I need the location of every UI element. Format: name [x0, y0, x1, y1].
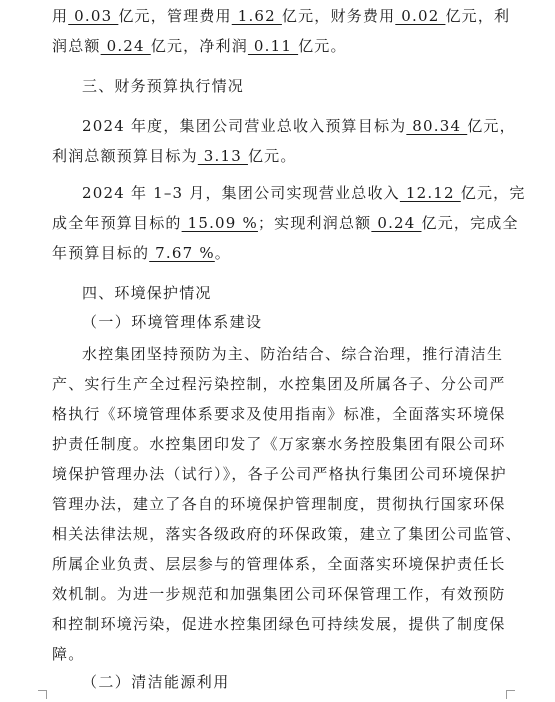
text-segment: 亿元，完: [460, 184, 526, 202]
body-line: 产、实行生产全过程污染控制，水控集团及所属各子、分公司严: [52, 375, 506, 393]
body-line: 护责任制度。水控集团印发了《万家寨水务控股集团有限公司环: [52, 435, 506, 453]
body-line: 相关法律法规，落实各级政府的环保政策，建立了集团公司监管、: [52, 525, 522, 543]
text-segment: 用: [52, 7, 69, 25]
text-line: [82, 183, 526, 203]
text-segment: 亿元，: [467, 117, 516, 135]
text-line: [52, 243, 231, 263]
underlined-value: 0.03: [68, 7, 119, 25]
text-line: [52, 36, 347, 56]
page-corner-mark: [506, 690, 515, 699]
underlined-value: 12.12: [399, 184, 461, 202]
subsection-heading: （一）环境管理体系建设: [82, 313, 263, 331]
underlined-value: 0.24: [100, 37, 151, 55]
text-segment: 亿元，完成全: [421, 214, 519, 232]
body-line: 效机制。为进一步规范和加强集团公司环保管理工作，有效预防: [52, 585, 506, 603]
underlined-value: 7.67 %: [149, 244, 215, 262]
page-corner-mark: [38, 690, 47, 699]
text-segment: 润总额: [52, 37, 101, 55]
text-segment: 2024 年 1–3 月，集团公司实现营业总收入: [82, 184, 400, 202]
text-segment: 亿元，管理费用: [118, 7, 232, 25]
body-line: 所属企业负责、层层参与的管理体系，全面落实环境保护责任长: [52, 555, 506, 573]
text-segment: 成全年预算目标的: [52, 214, 182, 232]
text-segment: 亿元，净利润: [150, 37, 248, 55]
underlined-value: 15.09 %: [181, 214, 258, 232]
text-segment: 利润总额预算目标为: [52, 147, 198, 165]
text-segment: ；实现利润总额: [257, 214, 372, 232]
body-line: 和控制环境污染，促进水控集团绿色可持续发展，提供了制度保: [52, 615, 506, 633]
underlined-value: 3.13: [197, 147, 248, 165]
body-line: 格执行《环境管理体系要求及使用指南》标准，全面落实环境保: [52, 405, 506, 423]
text-segment: 亿元。: [298, 37, 347, 55]
underlined-value: 0.24: [371, 214, 422, 232]
section-heading: 三、财务预算执行情况: [82, 77, 245, 95]
underlined-value: 0.11: [247, 37, 299, 55]
text-segment: 亿元，利: [445, 7, 511, 25]
text-line: [52, 146, 297, 166]
text-segment: 亿元。: [247, 147, 297, 165]
text-segment: 年预算目标的: [52, 244, 150, 262]
body-line: 管理办法，建立了各自的环境保护管理制度，贯彻执行国家环保: [52, 495, 506, 513]
text-line: [52, 213, 519, 233]
underlined-value: 80.34: [406, 117, 468, 135]
text-segment: 2024 年度，集团公司营业总收入预算目标为: [82, 117, 407, 135]
section-heading: 四、环境保护情况: [82, 284, 212, 302]
text-segment: 。: [214, 244, 231, 262]
body-line: 障。: [52, 645, 85, 663]
body-line: 水控集团坚持预防为主、防治结合、综合治理，推行清洁生: [82, 345, 504, 363]
text-line: [82, 116, 516, 136]
underlined-value: 1.62: [231, 7, 282, 25]
body-line: 境保护管理办法（试行）》，各子公司严格执行集团公司环境保护: [52, 465, 507, 483]
text-line: [52, 6, 510, 26]
subsection-heading: （二）清洁能源利用: [82, 673, 230, 691]
text-segment: 亿元，财务费用: [281, 7, 396, 25]
underlined-value: 0.02: [395, 7, 446, 25]
